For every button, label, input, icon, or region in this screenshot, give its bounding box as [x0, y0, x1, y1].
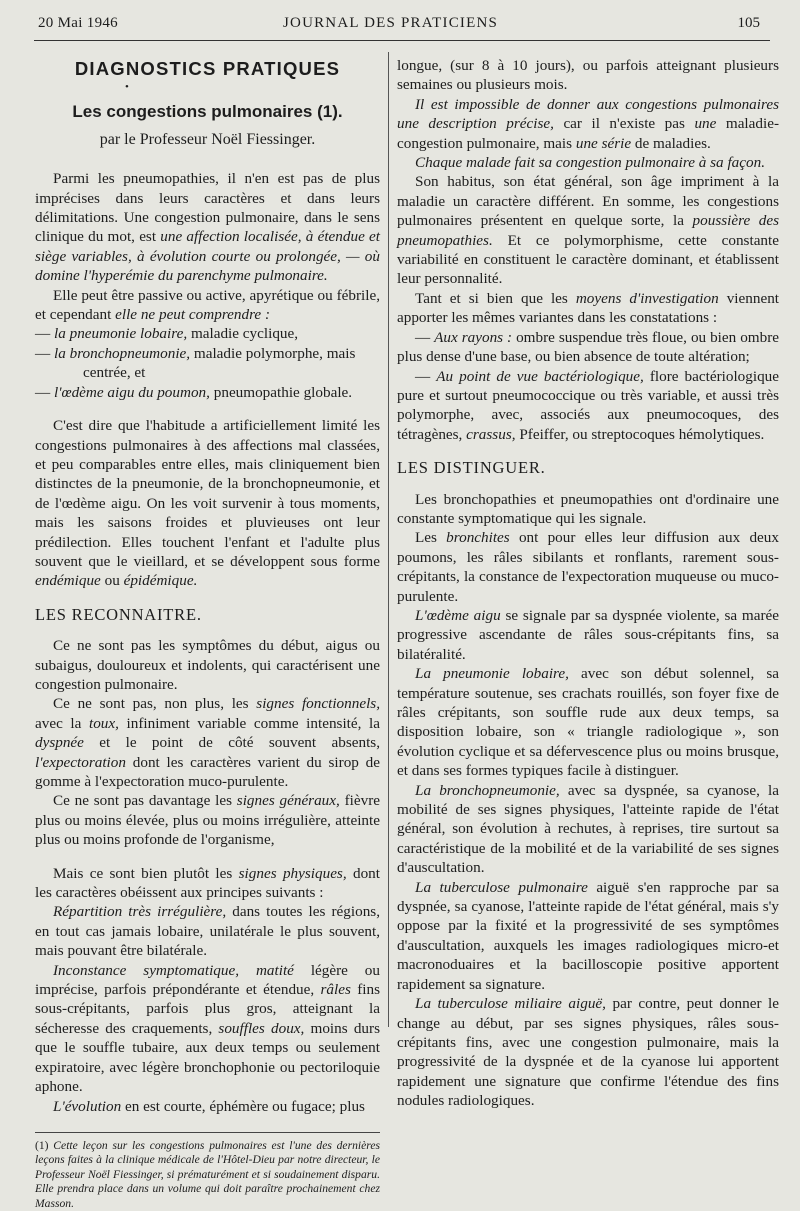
- paragraph: La bronchopneumonie, avec sa dyspnée, sa cyanose, la mobilité de ses signes physiques, l'atteinte rapide de l'état général, son évolution à rechutes, à reprises, tire surtout sa caractéristique de la mobilité et de la variabilité de ses signes d'auscultation.: [397, 781, 779, 877]
- running-header: [0, 0, 800, 48]
- paragraph: L'œdème aigu se signale par sa dyspnée violente, sa marée progressive ascendante de râles sous-crépitants fins, sa bilatéralité.: [397, 606, 779, 663]
- right-column: [397, 56, 780, 1110]
- paragraph: Tant et si bien que les moyens d'investigation viennent apporter les mêmes variantes dans les constatations :: [397, 289, 780, 327]
- paragraph: Il est impossible de donner aux congestions pulmonaires une description précise, car il n'existe pas une maladie-congestion pulmonaire, mais une série de maladies.: [397, 95, 780, 152]
- paragraph: Les bronchites ont pour elles leur diffusion aux deux poumons, les râles sibilants et ronflants, rarement sous-crépitants, la constance de l'expectoration muqueuse ou muco-purulente.: [397, 529, 779, 605]
- paragraph: Son habitus, son état général, son âge impriment à la maladie un caractère différent. En somme, les congestions pulmonaires présentent en quelque sorte, la poussière des pneumopathies. Et ce polymorphisme, cette constante variabilité en constituent le caractère dominant, et établissent leur personnalité.: [397, 173, 779, 288]
- paragraph: Chaque malade fait sa congestion pulmonaire à sa façon.: [415, 154, 765, 172]
- paragraph: L'évolution en est courte, éphémère ou fugace; plus: [53, 1097, 365, 1115]
- section-title: DIAGNOSTICS PRATIQUES: [74, 58, 341, 79]
- paragraph: La pneumonie lobaire, avec son début solennel, sa température soutenue, ses crachats rouillés, son foyer fixe de râles crépitants, son souffle rude aux deux temps, sa disposition lobaire, son « triangle radiologique », son évolution cyclique et sa défervescence plus ou moins brusque, et dans ses formes typiques facile à distinguer.: [397, 665, 779, 780]
- section-mark: •: [125, 81, 129, 94]
- header-rule: [34, 40, 770, 41]
- paragraph: Inconstance symptomatique, matité légère ou imprécise, parfois prépondérante et étendue, râles fins sous-crépitants, parfois plus gros, atteignant la sécheresse des craquements, souffles doux, moins durs que le souffle tubaire, aux deux temps ou seulement expiratoire, avec légère bronchophonie ou pectoriloquie aphone.: [35, 961, 381, 1096]
- footnote-rule: [35, 1132, 380, 1133]
- paragraph: longue, (sur 8 à 10 jours), ou parfois atteignant plusieurs semaines ou plusieurs mois.: [397, 57, 779, 94]
- paragraph: Mais ce sont bien plutôt les signes physiques, dont les caractères obéissent aux principes suivants :: [35, 864, 380, 902]
- list-item-continuation: centrée, et: [83, 364, 146, 382]
- heading-reconnaitre: LES RECONNAITRE.: [35, 604, 202, 624]
- page-number: 105: [737, 15, 760, 31]
- paragraph: La tuberculose miliaire aiguë, par contre, peut donner le change au début, par ses signes physiques, râles sous-crépitants fins, avec une congestion pulmonaire, mais la progressivité de la dyspnée et de la cyanose lui apportent rapidement une signature que confirme l'étendue des fins nodules radiologiques.: [397, 995, 779, 1110]
- article-title: Les congestions pulmonaires (1).: [72, 102, 343, 122]
- paragraph: — Au point de vue bactériologique, flore bactériologique pure et surtout pneumococcique ou très variable, et aussi très polymorphe, avec, associés aux pneumocoques, des tétragènes, crassus, Pfeiffer, ou streptocoques hémolytiques.: [397, 367, 780, 443]
- left-column: [35, 56, 381, 1210]
- paragraph: Répartition très irrégulière, dans toutes les régions, en tout cas jamais lobaire, unilatérale le plus souvent, mais pouvant être bilatérale.: [35, 903, 380, 960]
- footnote: (1) Cette leçon sur les congestions pulmonaires est l'une des dernières leçons faites à la clinique médicale de l'Hôtel-Dieu par notre directeur, le Professeur Noël Fiessinger, si prématurément et si soudainement disparu. Elle prendra place dans un volume qui doit paraître prochainement chez Masson.: [35, 1138, 380, 1210]
- paragraph: C'est dire que l'habitude a artificiellement limité les congestions pulmonaires à des affections mal classées, et peu comparables entre elles, mais cliniquement bien distinctes de la pneumonie, de la bronchopneumonie, et de l'œdème aigu. On les voit survenir à tous moments, mais les saisons froides et pluvieuses ont leur prédilection. Elles touchent l'enfant et l'adulte plus souvent que le vieillard, et se développent sous forme endémique ou épidémique.: [35, 417, 380, 590]
- list-item: — la bronchopneumonie, maladie polymorphe, mais: [35, 344, 356, 362]
- issue-date: 20 Mai 1946: [38, 15, 118, 31]
- article-author: par le Professeur Noël Fiessinger.: [99, 130, 316, 148]
- paragraph: Les bronchopathies et pneumopathies ont d'ordinaire une constante symptomatique qui les signale.: [397, 490, 779, 527]
- paragraph: Ce ne sont pas davantage les signes généraux, fièvre plus ou moins élevée, plus ou moins irrégulière, atteinte plus ou moins profonde de l'organisme,: [35, 792, 381, 849]
- paragraph: Elle peut être passive ou active, apyrétique ou fébrile, et cependant elle ne peut comprendre :: [35, 286, 380, 324]
- list-item: — la pneumonie lobaire, maladie cyclique,: [35, 325, 299, 343]
- column-divider: [388, 52, 389, 1027]
- heading-distinguer: LES DISTINGUER.: [397, 458, 546, 478]
- paragraph: Ce ne sont pas les symptômes du début, aigus ou subaigus, douloureux et indolents, qui caractérisent une congestion pulmonaire.: [35, 637, 380, 693]
- paragraph: Ce ne sont pas, non plus, les signes fonctionnels, avec la toux, infiniment variable comme intensité, la dyspnée et le point de côté souvent absents, l'expectoration dont les caractères varient du sirop de gomme à l'expectoration muco-purulente.: [35, 695, 380, 790]
- paragraph: — Aux rayons : ombre suspendue très floue, ou bien ombre plus dense d'une base, ou bien absence de toute altération;: [397, 328, 780, 366]
- journal-title: JOURNAL DES PRATICIENS: [283, 15, 499, 31]
- paragraph: La tuberculose pulmonaire aiguë s'en rapproche par sa dyspnée, sa cyanose, l'atteinte rapide de l'état général, mais s'y oppose par la fixité et la progressivité de ses symptômes d'auscultation, auxquels les images radiologiques micro-et macronoduaires et la bacilloscopie positive apportent rapidement sa signature.: [397, 878, 779, 993]
- paragraph: Parmi les pneumopathies, il n'en est pas de plus imprécises dans leurs caractères et dans leurs délimitations. Une congestion pulmonaire, dans le sens clinique du mot, est une affection localisée, à étendue et siège variables, à évolution courte ou prolongée, — où domine l'hyperémie du parenchyme pulmonaire.: [35, 170, 380, 285]
- list-item: — l'œdème aigu du poumon, pneumopathie globale.: [35, 383, 353, 401]
